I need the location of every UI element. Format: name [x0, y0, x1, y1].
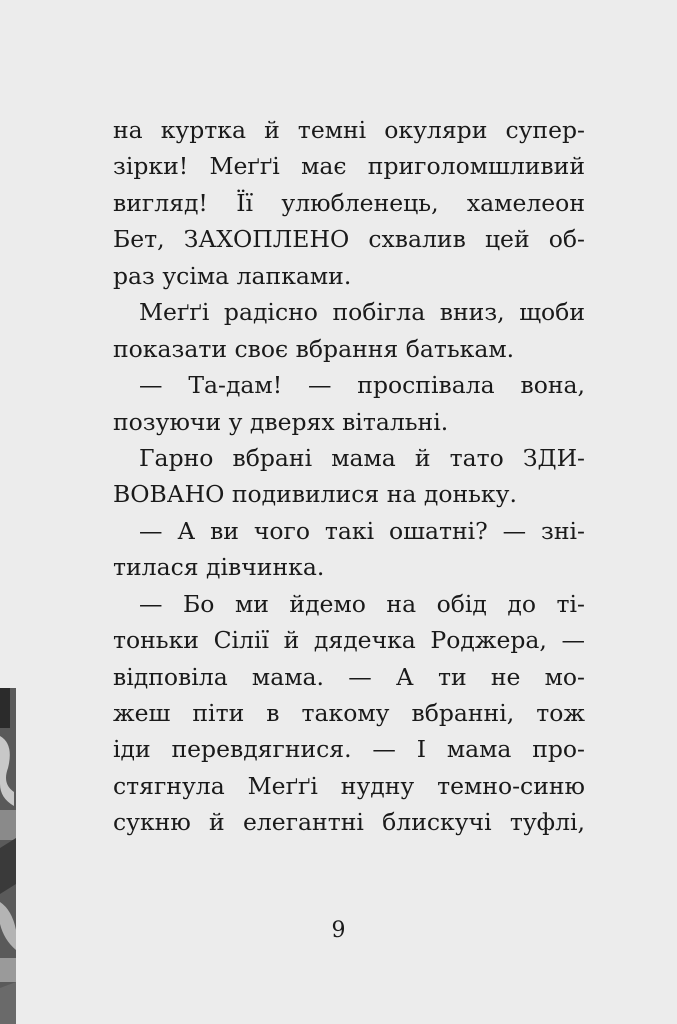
text-line: тилася дівчинка. [113, 553, 325, 582]
page-number: 9 [331, 918, 346, 943]
text-line: тоньки Сілії й дядечка Роджера, — [113, 626, 585, 655]
text-line: показати своє вбрання батькам. [113, 334, 515, 363]
text-line: — Бо ми йдемо на обід до ті- [139, 589, 585, 618]
text-line: жеш піти в такому вбранні, тож [113, 699, 585, 727]
text-line: — А ви чого такі ошатні? — зні- [139, 516, 585, 545]
text-line: сукню й елегантні блискучі туфлі, [113, 808, 585, 837]
text-line: ВОВАНО подивилися на доньку. [113, 480, 517, 509]
text-line: вигляд! Її улюбленець, хамелеон [113, 188, 585, 217]
text-line: іди перевдягнися. — І мама про- [113, 735, 585, 764]
text-line: відповіла мама. — А ти не мо- [113, 662, 585, 691]
text-line: Гарно вбрані мама й тато ЗДИ- [139, 443, 585, 472]
text-line: на куртка й темні окуляри супер- [113, 116, 585, 144]
text-line: зірки! Меґґі має приголомшливий [113, 152, 585, 181]
illustration-edge [0, 688, 16, 1024]
text-line: Бет, ЗАХОПЛЕНО схвалив цей об- [113, 225, 585, 254]
text-line: стягнула Меґґі нудну темно-синю [113, 771, 585, 800]
text-line: позуючи у дверях вітальні. [113, 407, 449, 436]
text-line: раз усіма лапками. [113, 261, 352, 290]
text-line: Меґґі радісно побігла вниз, щоби [139, 298, 585, 327]
body-text [113, 112, 585, 841]
text-line: — Та-дам! — проспівала вона, [139, 371, 585, 400]
